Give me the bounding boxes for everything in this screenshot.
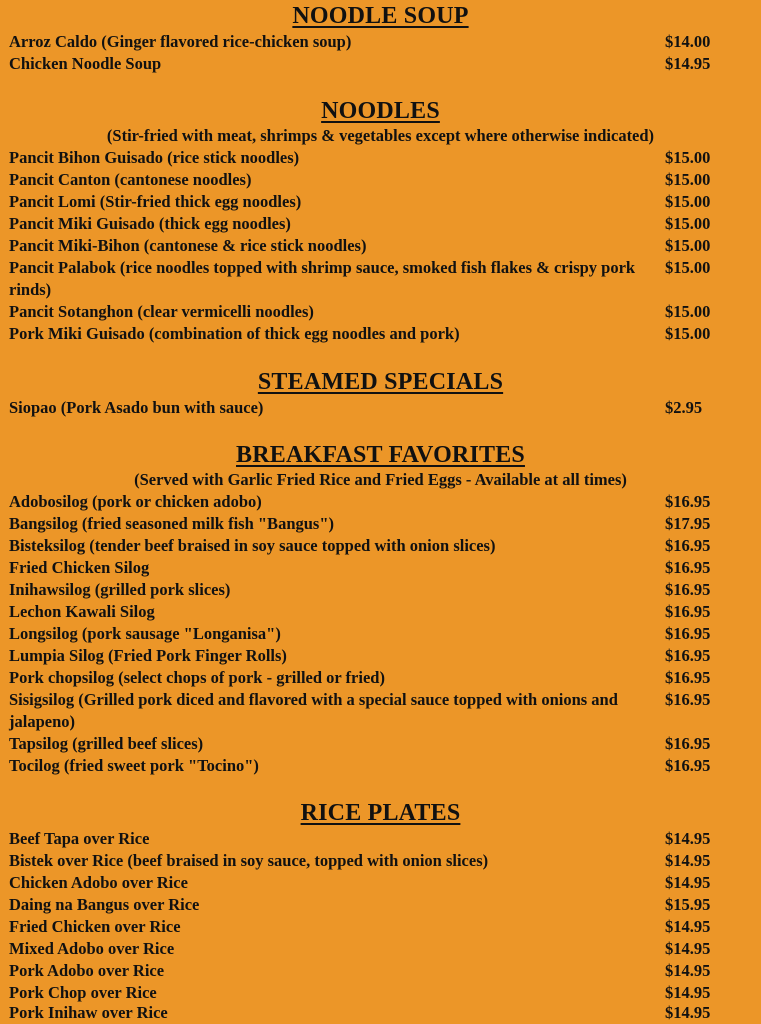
item-price: $16.95 xyxy=(665,690,711,709)
section-title-breakfast-favorites: BREAKFAST FAVORITES xyxy=(236,442,525,468)
section-title-noodles: NOODLES xyxy=(321,98,440,124)
item-name: Tapsilog (grilled beef slices) xyxy=(9,734,204,753)
item-name: Pancit Palabok (rice noodles topped with shrimp sauce, smoked fish flakes & crispy pork rinds) xyxy=(9,258,636,299)
item-price: $15.00 xyxy=(665,324,711,343)
item-price: $14.95 xyxy=(665,1003,711,1022)
item-price: $15.00 xyxy=(665,236,711,255)
item-name: Bangsilog (fried seasoned milk fish "Bangus") xyxy=(9,514,334,533)
item-price: $14.95 xyxy=(665,54,711,73)
item-name: Chicken Adobo over Rice xyxy=(9,873,188,892)
item-price: $16.95 xyxy=(665,580,711,599)
item-price: $2.95 xyxy=(665,398,703,417)
item-name: Siopao (Pork Asado bun with sauce) xyxy=(9,398,264,417)
item-price: $14.95 xyxy=(665,873,711,892)
item-name: Daing na Bangus over Rice xyxy=(9,895,200,914)
item-price: $14.00 xyxy=(665,32,711,51)
section-note-noodles: (Stir-fried with meat, shrimps & vegetables except where otherwise indicated) xyxy=(106,126,655,145)
item-name: Pork Adobo over Rice xyxy=(9,961,165,980)
item-name: Bisteksilog (tender beef braised in soy sauce topped with onion slices) xyxy=(9,536,496,555)
item-price: $14.95 xyxy=(665,829,711,848)
item-name: Pancit Miki-Bihon (cantonese & rice stick noodles) xyxy=(9,236,367,255)
item-name: Sisigsilog (Grilled pork diced and flavored with a special sauce topped with onions and jalapeno) xyxy=(9,690,618,731)
item-price: $14.95 xyxy=(665,961,711,980)
item-name: Pancit Miki Guisado (thick egg noodles) xyxy=(9,214,291,233)
item-price: $15.00 xyxy=(665,258,711,277)
item-price: $16.95 xyxy=(665,602,711,621)
item-name: Arroz Caldo (Ginger flavored rice-chicken soup) xyxy=(9,32,352,51)
item-name: Pancit Sotanghon (clear vermicelli noodles) xyxy=(9,302,314,321)
item-price: $15.00 xyxy=(665,148,711,167)
item-name: Pork Chop over Rice xyxy=(9,983,157,1002)
item-price: $16.95 xyxy=(665,536,711,555)
item-price: $16.95 xyxy=(665,756,711,775)
item-name: Fried Chicken over Rice xyxy=(9,917,181,936)
item-name: Pancit Bihon Guisado (rice stick noodles) xyxy=(9,148,300,167)
item-price: $14.95 xyxy=(665,851,711,870)
item-price: $16.95 xyxy=(665,668,711,687)
section-note-breakfast: (Served with Garlic Fried Rice and Fried Eggs - Available at all times) xyxy=(134,470,627,489)
item-price: $15.00 xyxy=(665,170,711,189)
item-name: Beef Tapa over Rice xyxy=(9,829,150,848)
item-name: Tocilog (fried sweet pork "Tocino") xyxy=(9,756,259,775)
item-name: Adobosilog (pork or chicken adobo) xyxy=(9,492,262,511)
item-name: Chicken Noodle Soup xyxy=(9,54,162,73)
item-name: Lumpia Silog (Fried Pork Finger Rolls) xyxy=(9,646,287,665)
item-name: Pancit Canton (cantonese noodles) xyxy=(9,170,252,189)
item-name: Pancit Lomi (Stir-fried thick egg noodles) xyxy=(9,192,302,211)
item-price: $16.95 xyxy=(665,646,711,665)
item-price: $15.95 xyxy=(665,895,711,914)
section-title-rice-plates: RICE PLATES xyxy=(300,800,461,826)
item-name: Pork Inihaw over Rice xyxy=(9,1003,168,1022)
item-name: Mixed Adobo over Rice xyxy=(9,939,175,958)
item-price: $16.95 xyxy=(665,558,711,577)
item-price: $14.95 xyxy=(665,983,711,1002)
item-name: Longsilog (pork sausage "Longanisa") xyxy=(9,624,281,643)
item-name: Bistek over Rice (beef braised in soy sauce, topped with onion slices) xyxy=(9,851,489,870)
section-title-steamed-specials: STEAMED SPECIALS xyxy=(257,369,504,395)
item-price: $14.95 xyxy=(665,917,711,936)
item-name: Inihawsilog (grilled pork slices) xyxy=(9,580,231,599)
item-name: Lechon Kawali Silog xyxy=(9,602,155,621)
section-title-noodle-soup: NOODLE SOUP xyxy=(292,3,469,29)
item-price: $15.00 xyxy=(665,302,711,321)
item-price: $15.00 xyxy=(665,192,711,211)
item-price: $14.95 xyxy=(665,939,711,958)
item-name: Pork Miki Guisado (combination of thick egg noodles and pork) xyxy=(9,324,460,343)
item-price: $16.95 xyxy=(665,624,711,643)
item-name: Pork chopsilog (select chops of pork - grilled or fried) xyxy=(9,668,385,687)
item-name: Fried Chicken Silog xyxy=(9,558,150,577)
item-price: $17.95 xyxy=(665,514,711,533)
item-price: $16.95 xyxy=(665,492,711,511)
item-price: $15.00 xyxy=(665,214,711,233)
item-price: $16.95 xyxy=(665,734,711,753)
